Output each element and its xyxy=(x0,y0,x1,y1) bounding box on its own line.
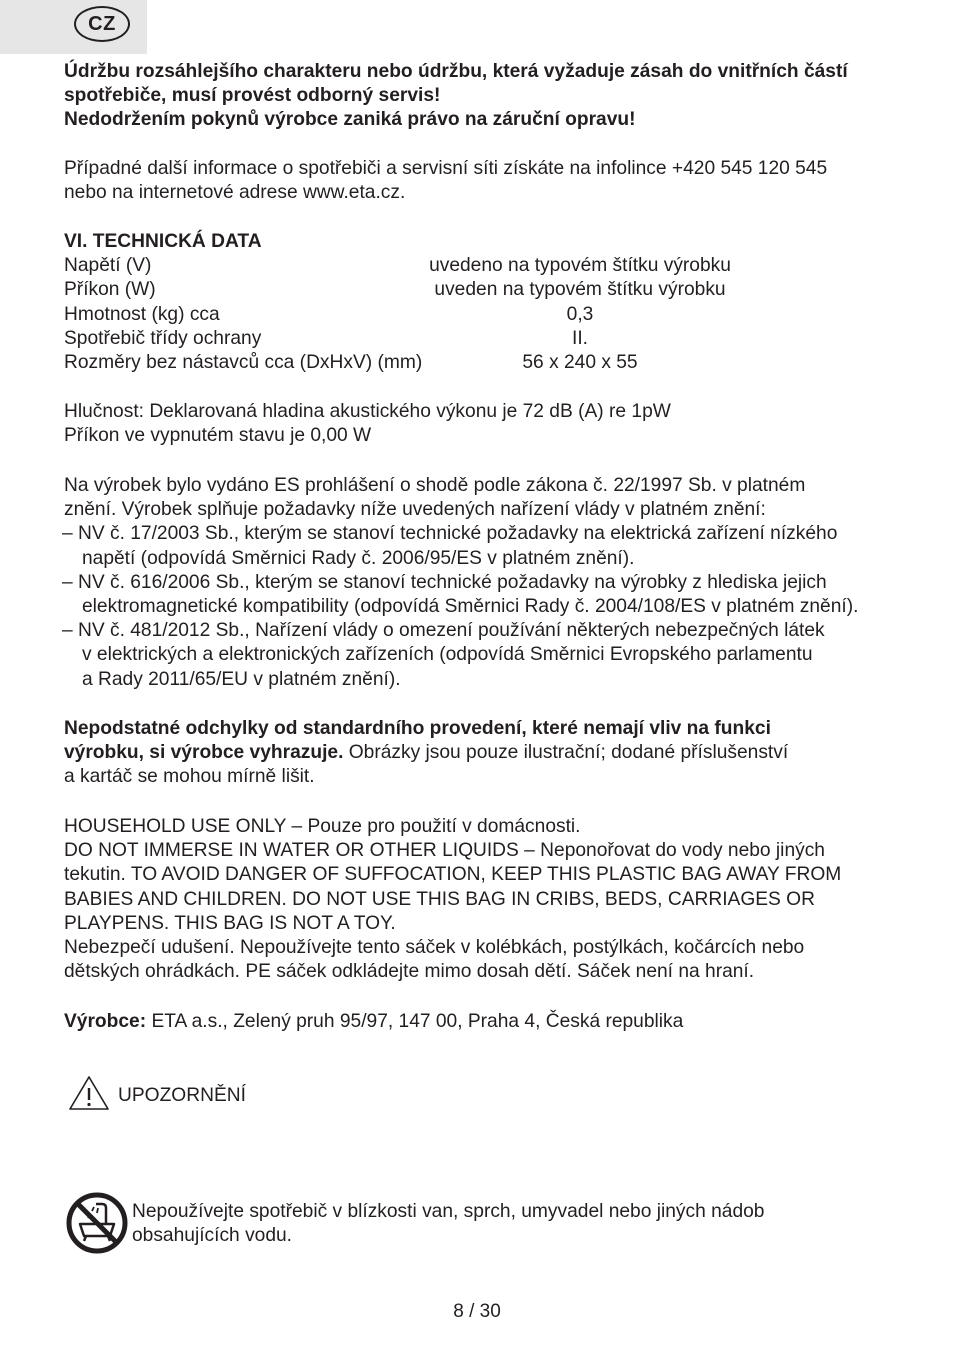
conformity-line: znění. Výrobek splňuje požadavky níže uvedených nařízení vlády v platném znění: xyxy=(64,499,766,521)
spec-row xyxy=(64,351,924,375)
household-line: BABIES AND CHILDREN. DO NOT USE THIS BAG IN CRIBS, BEDS, CARRIAGES OR xyxy=(64,888,815,910)
spec-value: II. xyxy=(572,327,588,349)
spec-value: 0,3 xyxy=(566,303,594,325)
spec-label: Napětí (V) xyxy=(64,255,152,277)
warranty-notice: Nedodržením pokynů výrobce zaniká právo na záruční opravu! xyxy=(64,109,636,131)
noise-line: Hlučnost: Deklarovaná hladina akustického výkonu je 72 dB (A) re 1pW xyxy=(64,401,671,422)
household-line: PLAYPENS. THIS BAG IS NOT A TOY. xyxy=(64,912,396,934)
household-line: tekutin. TO AVOID DANGER OF SUFFOCATION, KEEP THIS PLASTIC BAG AWAY FROM xyxy=(64,864,842,886)
household-line: Nebezpečí udušení. Nepoužívejte tento sáček v kolébkách, postýlkách, kočárcích nebo xyxy=(64,937,805,959)
spec-value: uveden na typovém štítku výrobku xyxy=(434,279,726,301)
deviations-text: Obrázky jsou pouze ilustrační; dodané příslušenství xyxy=(343,742,789,764)
conformity-line: Na výrobek bylo vydáno ES prohlášení o shodě podle zákona č. 22/1997 Sb. v platném xyxy=(64,475,806,496)
deviations-text: a kartáč se mohou mírně lišit. xyxy=(64,766,315,788)
spec-row xyxy=(64,303,924,327)
spec-label: Hmotnost (kg) cca xyxy=(64,303,220,325)
page-number: 8 / 30 xyxy=(453,1301,501,1322)
conformity-paragraph xyxy=(64,474,944,692)
regulation-item-cont: elektromagnetické kompatibility (odpovídá Směrnici Rady č. 2004/108/ES v platném znění). xyxy=(82,596,859,618)
warning-label: UPOZORNĚNÍ xyxy=(118,1085,246,1106)
regulation-item-cont: v elektrických a elektronických zařízeních (odpovídá Směrnici Evropského parlamentu xyxy=(82,644,813,666)
manufacturer-label: Výrobce: xyxy=(64,1011,147,1032)
deviations-paragraph xyxy=(64,717,924,790)
deviations-bold-line: Nepodstatné odchylky od standardního provedení, které nemají vliv na funkci xyxy=(64,718,771,739)
technical-data-heading: VI. TECHNICKÁ DATA xyxy=(64,231,262,252)
spec-value: uvedeno na typovém štítku výrobku xyxy=(429,255,731,277)
service-notice xyxy=(64,60,924,133)
technical-data-section xyxy=(64,230,924,375)
regulation-item: – NV č. 481/2012 Sb., Nařízení vlády o omezení používání některých nebezpečných látek xyxy=(62,620,825,642)
manufacturer-line xyxy=(64,1010,924,1034)
noise-paragraph xyxy=(64,400,924,448)
infoline-line: nebo na internetové adrese www.eta.cz. xyxy=(64,182,406,204)
spec-label: Rozměry bez nástavců cca (DxHxV) (mm) xyxy=(64,351,423,373)
spec-row xyxy=(64,278,924,302)
language-badge: CZ xyxy=(74,6,130,42)
regulation-item: – NV č. 616/2006 Sb., kterým se stanoví technické požadavky na výrobky z hlediska jejich xyxy=(62,571,827,593)
household-paragraph xyxy=(64,815,924,984)
infoline-paragraph xyxy=(64,157,924,205)
infoline-line: Případné další informace o spotřebiči a servisní síti získáte na infolince +420 545 120 545 xyxy=(64,158,828,179)
service-notice-line: Údržbu rozsáhlejšího charakteru nebo údržbu, která vyžaduje zásah do vnitřních částí xyxy=(64,61,848,82)
manufacturer-value: ETA a.s., Zelený pruh 95/97, 147 00, Praha 4, Česká republika xyxy=(146,1011,684,1032)
deviations-bold-line: výrobku, si výrobce vyhrazuje. xyxy=(64,742,344,764)
household-line: dětských ohrádkách. PE sáček odkládejte mimo dosah dětí. Sáček není na hraní. xyxy=(64,961,755,983)
language-tab xyxy=(0,0,147,54)
water-notice xyxy=(132,1200,932,1248)
no-water-icon xyxy=(66,1192,128,1254)
spec-value: 56 x 240 x 55 xyxy=(522,351,638,373)
standby-power-line: Příkon ve vypnutém stavu je 0,00 W xyxy=(64,425,372,447)
spec-row xyxy=(64,327,924,351)
regulation-item: – NV č. 17/2003 Sb., kterým se stanoví technické požadavky na elektrická zařízení nízkého xyxy=(62,523,838,545)
warning-triangle-icon xyxy=(68,1075,110,1111)
regulation-item-cont: a Rady 2011/65/EU v platném znění). xyxy=(82,668,401,690)
spec-label: Spotřebič třídy ochrany xyxy=(64,327,262,349)
household-line: DO NOT IMMERSE IN WATER OR OTHER LIQUIDS – Neponořovat do vody nebo jiných xyxy=(64,840,825,862)
regulation-item-cont: napětí (odpovídá Směrnici Rady č. 2006/95/ES v platném znění). xyxy=(82,547,635,569)
water-notice-line: Nepoužívejte spotřebič v blízkosti van, sprch, umyvadel nebo jiných nádob xyxy=(132,1201,765,1222)
household-line: HOUSEHOLD USE ONLY – Pouze pro použití v domácnosti. xyxy=(64,816,581,837)
spec-row xyxy=(64,254,924,278)
water-notice-line: obsahujících vodu. xyxy=(132,1225,293,1247)
spec-label: Příkon (W) xyxy=(64,279,156,301)
service-notice-line: spotřebiče, musí provést odborný servis! xyxy=(64,85,441,107)
